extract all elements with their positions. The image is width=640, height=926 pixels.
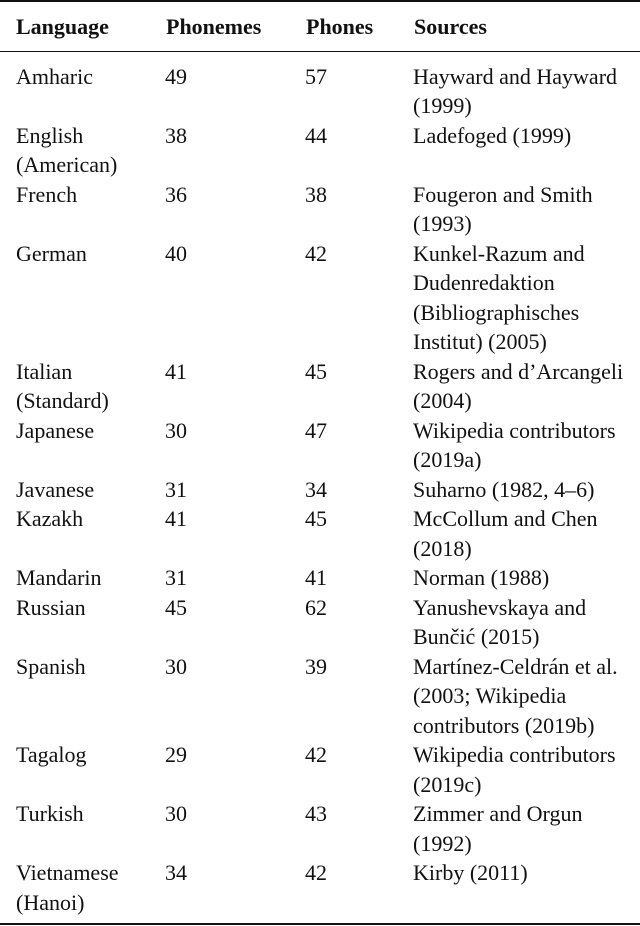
cell-phonemes: 30 <box>165 801 187 826</box>
language-line: (American) <box>16 152 118 177</box>
table-row <box>0 593 640 652</box>
cell-sources <box>413 180 640 239</box>
table-row <box>0 180 640 239</box>
table-row <box>0 652 640 741</box>
table-row <box>0 740 640 799</box>
cell-phones: 47 <box>305 417 327 443</box>
cell-phones: 34 <box>305 476 327 502</box>
table-row <box>0 504 640 563</box>
cell-phones: 44 <box>305 122 327 148</box>
cell-language <box>0 740 165 799</box>
language-line: French <box>16 181 78 207</box>
cell-sources <box>413 858 640 924</box>
table-row <box>0 239 640 357</box>
cell-phonemes: 41 <box>165 358 187 384</box>
source-line: (2018) <box>413 535 472 561</box>
language-line: German <box>16 240 87 266</box>
cell-phonemes: 49 <box>165 63 187 89</box>
source-line: Kirby (2011) <box>413 860 528 885</box>
cell-phonemes: 34 <box>165 858 305 924</box>
cell-phonemes: 30 <box>165 417 187 443</box>
cell-language <box>0 504 165 563</box>
source-line: (1993) <box>413 211 472 236</box>
language-line: Amharic <box>16 63 93 89</box>
cell-phones: 42 <box>305 742 327 767</box>
cell-phones: 45 <box>305 506 327 531</box>
source-line: Wikipedia contributors <box>413 417 616 443</box>
source-line: (2003; Wikipedia <box>413 683 567 708</box>
cell-language <box>0 121 165 180</box>
cell-sources <box>413 475 640 505</box>
source-line: Bunčić (2015) <box>413 624 540 649</box>
cell-phonemes: 38 <box>165 122 187 148</box>
cell-sources <box>413 593 640 652</box>
cell-language <box>0 652 165 741</box>
source-line: Rogers and d’Arcangeli <box>413 358 624 384</box>
language-line: Japanese <box>16 417 95 443</box>
cell-sources <box>413 563 640 593</box>
table-row <box>0 357 640 416</box>
cell-phonemes: 41 <box>165 506 187 531</box>
table-header <box>0 1 640 51</box>
cell-phonemes: 36 <box>165 181 187 207</box>
cell-phonemes: 29 <box>165 742 187 767</box>
header-phonemes: Phonemes <box>165 1 305 51</box>
header-language: Language <box>0 1 165 51</box>
source-line: Yanushevskaya and <box>413 594 587 620</box>
table-row <box>0 475 640 505</box>
source-line: Ladefoged (1999) <box>413 122 572 148</box>
cell-language <box>0 180 165 239</box>
cell-phones: 42 <box>305 240 327 266</box>
cell-language <box>0 475 165 505</box>
language-line: Spanish <box>16 653 86 679</box>
cell-sources <box>413 740 640 799</box>
header-sources: Sources <box>413 1 640 51</box>
source-line: Institut) (2005) <box>413 329 547 354</box>
language-line: Italian <box>16 358 73 384</box>
language-line: Kazakh <box>16 506 84 531</box>
cell-phones: 42 <box>305 858 413 924</box>
table-row <box>0 563 640 593</box>
cell-sources <box>413 504 640 563</box>
source-line: Dudenredaktion <box>413 270 555 295</box>
table-row <box>0 416 640 475</box>
table-row <box>0 51 640 121</box>
table-row <box>0 121 640 180</box>
cell-phones: 57 <box>305 63 327 89</box>
cell-language <box>0 239 165 357</box>
cell-language <box>0 563 165 593</box>
source-line: (1992) <box>413 830 472 856</box>
cell-phonemes: 31 <box>165 476 187 502</box>
language-line: Russian <box>16 594 86 620</box>
source-line: (2019a) <box>413 447 482 472</box>
source-line: Norman (1988) <box>413 565 550 590</box>
cell-sources <box>413 357 640 416</box>
cell-language <box>0 593 165 652</box>
cell-phones: 41 <box>305 565 327 590</box>
source-line: Martínez-Celdrán et al. <box>413 653 618 679</box>
source-line: Hayward and Hayward <box>413 63 618 89</box>
language-line: Mandarin <box>16 565 102 590</box>
language-line: Turkish <box>16 801 84 826</box>
source-line: (1999) <box>413 93 472 118</box>
cell-phonemes: 31 <box>165 565 187 590</box>
cell-language <box>0 799 165 858</box>
language-line: (Hanoi) <box>16 889 85 915</box>
source-line: (Bibliographisches <box>413 299 580 325</box>
cell-sources <box>413 652 640 741</box>
cell-phones: 43 <box>305 801 327 826</box>
language-line: English <box>16 122 84 148</box>
cell-phonemes: 45 <box>165 594 187 620</box>
source-line: McCollum and Chen <box>413 506 598 531</box>
header-phones: Phones <box>305 1 413 51</box>
language-line: Javanese <box>16 476 95 502</box>
cell-language <box>0 416 165 475</box>
table-row <box>0 858 640 924</box>
cell-sources <box>413 51 640 121</box>
cell-language <box>0 858 165 924</box>
source-line: Kunkel-Razum and <box>413 240 585 266</box>
source-line: Fougeron and Smith <box>413 181 593 207</box>
source-line: Suharno (1982, 4–6) <box>413 476 595 502</box>
cell-phones: 39 <box>305 653 327 679</box>
cell-phones: 45 <box>305 358 327 384</box>
source-line: Zimmer and Orgun <box>413 801 583 826</box>
table-row <box>0 799 640 858</box>
cell-sources <box>413 799 640 858</box>
cell-language <box>0 357 165 416</box>
language-line: Tagalog <box>16 742 87 767</box>
table-body <box>0 51 640 924</box>
cell-sources <box>413 121 640 180</box>
source-line: (2004) <box>413 388 472 413</box>
cell-sources <box>413 239 640 357</box>
header-row <box>0 1 640 51</box>
cell-phonemes: 40 <box>165 240 187 266</box>
cell-language <box>0 51 165 121</box>
language-line: (Standard) <box>16 388 109 413</box>
source-line: contributors (2019b) <box>413 712 595 738</box>
cell-phones: 38 <box>305 181 327 207</box>
source-line: Wikipedia contributors <box>413 742 616 767</box>
cell-phonemes: 30 <box>165 653 187 679</box>
cell-phones: 62 <box>305 594 327 620</box>
source-line: (2019c) <box>413 771 482 797</box>
language-line: Vietnamese <box>16 860 119 885</box>
cell-sources <box>413 416 640 475</box>
